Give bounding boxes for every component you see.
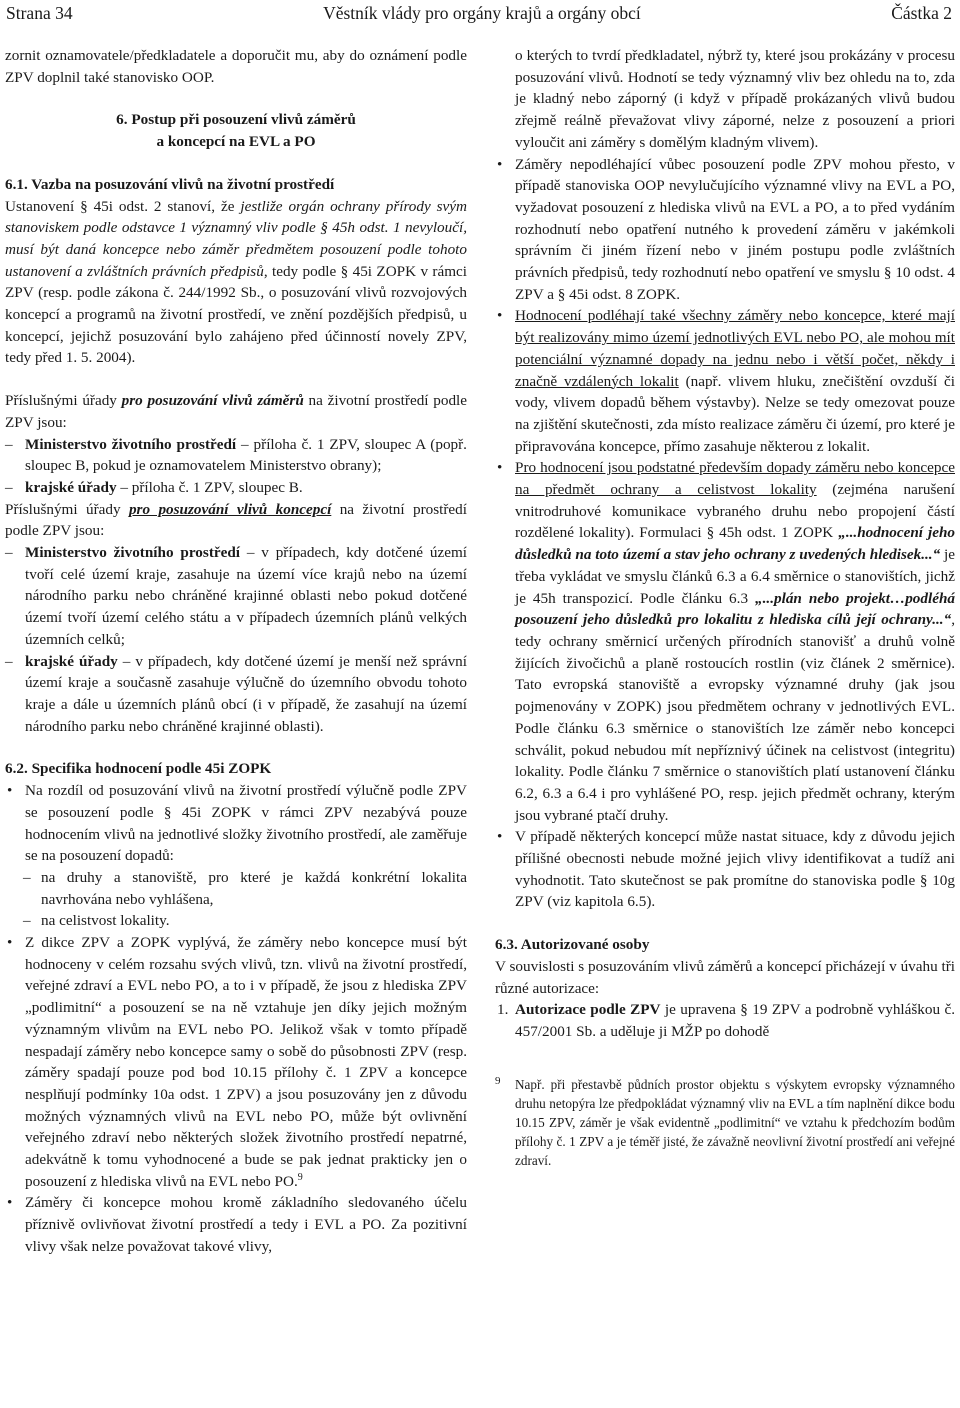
text-run: na životní prostředí podle ZPV jsou: <box>5 500 467 540</box>
italic-quote: „...plán nebo projekt…podléhá posouzení jeho důsledků pro lokalitu z hlediska cílů její ochrany...“ <box>515 589 955 629</box>
emphasis: pro posuzování vlivů záměrů <box>121 392 304 410</box>
list-item <box>5 434 467 477</box>
text-run: na životní prostředí podle ZPV jsou: <box>5 392 467 431</box>
text-run: V případě některých koncepcí může nastat situace, kdy z důvodu jejich přílišné obecnosti nebude možné jejich vlivy identifikovat a tudíž ani vyhodnotit. Tato skutečnost se pak promítne do stanoviska podle § 10g ZPV (viz kapitola 6.5). <box>515 828 955 911</box>
right-column <box>495 45 955 1170</box>
text-run: , tedy ochrany směrnicí určených přírodních stanovišť a druhů volně žijících živočichů a planě rostoucích rostlin (viz článek 2 směrnice). Tato evropská stanoviště a evropsky významné druhy (jak jsou pojmenovány v ZOPK) jsou předmětem ochrany v jednotlivých EVL. Podle článku 6.3 směrnice o stanovištích lze záměr nebo koncepci schválit, pokud nebudou mít nepříznivý účinek na celistvost (integritu) lokality. Podle článku 7 směrnice o stanovištích platí ustanovení článku 6.2, 6.3 a 6.4 i pro vyhlášené PO, resp. jejich předmět ochrany, kterým jsou vybrané ptačí druhy. <box>515 611 955 824</box>
list-item <box>5 542 467 651</box>
text-run: , tedy podle § 45i ZOPK v rámci ZPV (resp. podle zákona č. 244/1992 Sb., o posuzování vlivů rozvojových koncepcí a programů na životní prostředí, ve znění pozdějších předpisů, u koncepcí, jejichž posuzování bylo zahájeno před účinností novely ZPV, tedy před 1. 5. 2004). <box>5 262 468 367</box>
bullet-marker: • <box>497 828 503 846</box>
bold-term: Autorizace podle ZPV <box>515 1001 661 1019</box>
bullet-marker: • <box>497 155 503 173</box>
emphasis: pro posuzování vlivů koncepcí <box>128 500 332 518</box>
dash-marker: – <box>5 478 13 496</box>
list-item <box>5 910 467 932</box>
section-6-3-heading: 6.3. Autorizované osoby <box>495 936 650 954</box>
text-run: Ustanovení § 45i odst. 2 stanoví, že <box>5 197 241 215</box>
continued-paragraph: o kterých to tvrdí předkladatel, nýbrž ty, které jsou prokázány v procesu posuzování vlivů. Hodnotí se tedy významný vliv bez ohledu na to, zda je kladný nebo záporný (i když v případě prokázaných vlivů budou zřejmě reálně převažovat vlivy záporné, nelze z posouzení a priori vyloučit ani záměry s domělým kladným vlivem). <box>515 47 955 151</box>
section-6-heading-line1: 6. Postup při posouzení vlivů záměrů <box>116 111 356 129</box>
zamery-authorities-intro <box>5 390 467 433</box>
list-item <box>5 651 467 738</box>
item-number: 1. <box>497 1001 509 1019</box>
footnote-ref: 9 <box>297 1171 303 1183</box>
text-run: (např. vlivem hluku, znečištění ovzduší či vody, vlivem dopadů během výstavby). Nelze se tedy omezovat pouze na zjištění skutečnosti, zda místo realizace záměru či území, pro které je připravována koncepce, přímo zasahuje některou z lokalit. <box>515 372 955 455</box>
text-run: – příloha č. 1 ZPV, sloupec A (popř. sloupec B, pokud je oznamovatelem Ministerstvo obrany); <box>25 435 467 475</box>
text-run: (zejména narušení vnitrodruhové komunikace vybraného druhu nebo propojení částí rozdělené lokality). Formulaci § 45h odst. 1 ZOPK <box>515 481 955 542</box>
journal-title: Věstník vlády pro orgány krajů a orgány obcí <box>323 3 641 23</box>
underlined-text: Hodnocení podléhají také všechny záměry nebo koncepce, které mají být realizovány mimo území jednotlivých EVL nebo PO, ale mohou mít potenciální významné dopady na jednu nebo i větší počet, někdy i značně vzdálených lokalit <box>515 307 955 390</box>
dash-marker: – <box>5 544 13 562</box>
section-6-1-heading: 6.1. Vazba na posuzování vlivů na životní prostředí <box>5 175 335 193</box>
list-item <box>5 932 467 1192</box>
text-run: – v případech, kdy dotčené území tvoří celé území kraje, zasahuje na území více krajů nebo na území národního parku nebo chráněné krajinné oblasti nebo pokud dotčené území tvoří území celého státu a v případech územních plánů velkých územních celků; <box>25 544 467 648</box>
bullet-marker: • <box>7 934 13 952</box>
list-item <box>5 780 467 867</box>
dash-marker: – <box>5 652 13 670</box>
authority-name: Ministerstvo životního prostředí <box>25 544 241 562</box>
text-run: Příslušnými úřady <box>5 500 129 518</box>
left-column <box>5 45 467 1258</box>
section-6-heading-line2: a koncepcí na EVL a PO <box>156 133 316 151</box>
koncepce-authorities-intro <box>5 499 467 542</box>
italic-quote: „...hodnocení jeho důsledků na toto území a stav jeho ochrany z uvedených hledisek...“ <box>515 524 955 564</box>
authority-name: krajské úřady <box>25 652 118 670</box>
section-6-2-heading: 6.2. Specifika hodnocení podle 45i ZOPK <box>5 760 272 778</box>
bullet-marker: • <box>497 307 503 325</box>
text-run: je třeba vykládat ve smyslu článků 6.3 a 6.4 směrnice o stanovištích, jichž je 45h transpozicí. Podle článku 6.3 <box>515 546 955 607</box>
list-item <box>495 305 955 457</box>
footnote-number: 9 <box>495 1074 501 1087</box>
text-run: je upravena § 19 ZPV a podrobně vyhláškou č. 457/2001 Sb. a uděluje ji MŽP po dohodě <box>515 1001 956 1040</box>
numbered-item <box>495 999 955 1042</box>
bullet-marker: • <box>7 1194 13 1212</box>
text-run: Na rozdíl od posuzování vlivů na životní prostředí výlučně podle ZPV se posouzení podle § 45i ZOPK v rámci ZPV nezabývá pouze hodnocením vlivů na jednotlivé složky životního prostředí, ale zaměřuje se na posouzení dopadů: <box>25 782 467 865</box>
dash-marker: – <box>23 912 31 930</box>
section-6-3-paragraph: V souvislosti s posuzováním vlivů záměrů a koncepcí přicházejí v úvahu tři různé autorizace: <box>495 957 955 997</box>
list-item <box>495 826 955 913</box>
running-header <box>6 3 952 29</box>
text-run: Záměry nepodléhající vůbec posouzení podle ZPV mohou přesto, v případě stanoviska OOP nevylučujícího významné vlivy na EVL a PO, vyžadovat posouzení z hlediska vlivů na EVL a PO, a to před vydáním rozhodnutí nebo opatření nutného k provedení záměru v jakémkoli správním či jiném řízení nebo v jiném postupu podle zvláštních právních předpisů, tedy rozhodnutí nebo opatření ve smyslu § 10 odst. 4 ZPV a § 45i odst. 8 ZOPK. <box>515 155 955 303</box>
bullet-marker: • <box>7 782 13 800</box>
footnote <box>495 1075 955 1170</box>
list-item <box>495 457 955 826</box>
list-item <box>5 867 467 910</box>
list-item <box>5 1192 467 1257</box>
section-6-1-paragraph <box>5 196 467 370</box>
underlined-text: Pro hodnocení jsou podstatné především dopady záměru nebo koncepce na předmět ochrany a celistvost lokality <box>515 459 955 499</box>
bullet-marker: • <box>497 459 503 477</box>
text-run: Příslušnými úřady <box>5 392 122 410</box>
italic-quote: jestliže orgán ochrany přírody svým stanoviskem podle odstavce 1 významný vliv podle § 45h odst. 1 nevyloučí, musí být daná koncepce nebo záměr předmětem posouzení podle tohoto ustanovení a zvláštních právních předpisů <box>5 197 467 280</box>
text-run: na celistvost lokality. <box>41 912 170 930</box>
footnote-text: Např. při přestavbě půdních prostor objektu s výskytem evropsky významného druhu netopýra lze předpokládat významný vliv na EVL a tím naplnění dikce bodu 10.15 ZPV, záměr je však evidentně „podlimitní“ ve vztahu k předchozím bodům přílohy č. 1 ZPV a je téměř jisté, že závažně neovlivní životní prostředí ani veřejné zdraví. <box>515 1076 955 1168</box>
list-item <box>5 477 467 499</box>
authority-name: krajské úřady <box>25 478 117 496</box>
footnote-separator <box>495 1068 955 1069</box>
issue-number: Částka 2 <box>891 3 952 23</box>
text-run: Záměry či koncepce mohou kromě základního sledovaného účelu příznivě ovlivňovat životní prostředí a tedy i EVL a PO. Za pozitivní vlivy však nelze považovat takové vlivy, <box>25 1194 467 1255</box>
intro-paragraph: zornit oznamovatele/předkladatele a doporučit mu, aby do oznámení podle ZPV doplnil také stanovisko OOP. <box>5 47 467 86</box>
list-item <box>495 154 955 306</box>
text-run: Z dikce ZPV a ZOPK vyplývá, že záměry nebo koncepce musí být hodnoceny v celém rozsahu svých vlivů, tzn. vlivů na životní prostředí, veřejné zdraví a EVL nebo PO, a to i v případě, že jsou z hlediska ZPV „podlimitní“ a posouzení se na ně vztahuje jen díky jejich možným významným vlivům na EVL nebo PO. Jelikož však v tomto případě nespadají záměry nebo koncepce samy o sobě do působnosti ZPV (resp. záměry spadají pouze pod bod 10.15 přílohy č. 1 ZPV a koncepce nesplňují podmínky 10a odst. 1 ZPV) a jsou posuzovány jen z důvodu možných významných vlivů na EVL nebo PO, může být ovlivnění veřejného zdraví nebo některých složek životního prostředí nepatrné, adekvátně k tomu vyhodnocené a bude se pak jednat prakticky jen o posouzení z hlediska vlivů na EVL nebo PO. <box>25 934 467 1190</box>
dash-marker: – <box>23 868 31 886</box>
text-run: na druhy a stanoviště, pro které je každá konkrétní lokalita navrhována nebo vyhlášena, <box>41 868 467 908</box>
authority-name: Ministerstvo životního prostředí <box>25 435 237 453</box>
text-run: – příloha č. 1 ZPV, sloupec B. <box>116 478 303 496</box>
text-run: – v případech, kdy dotčené území je menší než správní území kraje a současně zasahuje výlučně do územního obvodu tohoto kraje a dále u územních plánů obcí (i v případě, že zasahují na území národního parku nebo chráněné krajinné oblasti). <box>25 652 467 735</box>
page-number: Strana 34 <box>6 3 73 23</box>
dash-marker: – <box>5 435 13 453</box>
